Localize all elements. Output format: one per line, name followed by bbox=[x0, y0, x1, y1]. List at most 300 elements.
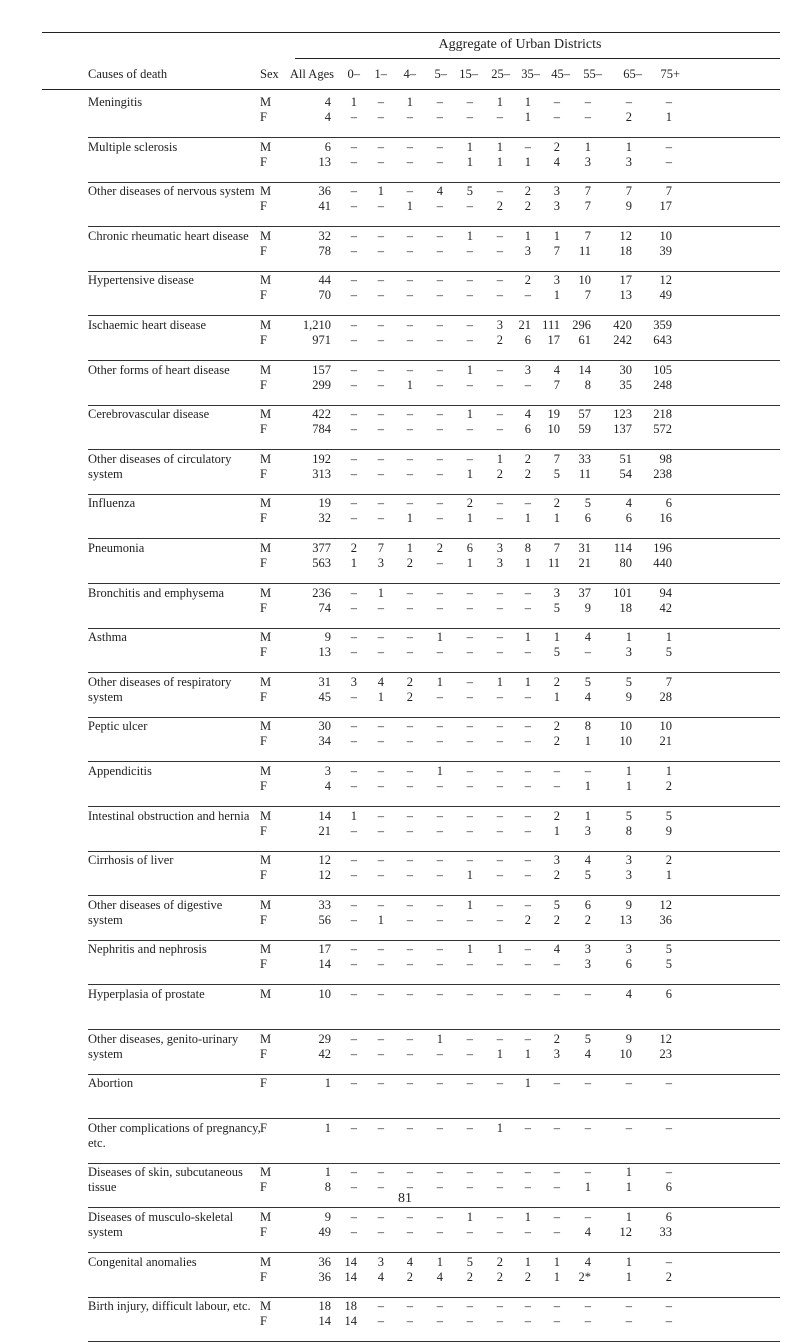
row-separator bbox=[88, 538, 780, 539]
table-cell: – bbox=[377, 377, 384, 392]
table-row bbox=[0, 764, 800, 808]
sex-female-label: F bbox=[260, 1314, 267, 1329]
table-cell: 17 bbox=[619, 273, 632, 288]
table-cell: – bbox=[406, 139, 413, 154]
sex-female-label: F bbox=[260, 823, 267, 838]
table-cell: – bbox=[377, 139, 384, 154]
table-cell: – bbox=[350, 422, 357, 437]
cause-of-death-label bbox=[88, 363, 230, 378]
table-cell: – bbox=[466, 734, 473, 749]
sex-female-label: F bbox=[260, 957, 267, 972]
table-cell: – bbox=[496, 868, 503, 883]
table-row bbox=[0, 318, 800, 362]
table-cell: 2 bbox=[553, 734, 560, 749]
table-cell: – bbox=[436, 1299, 443, 1314]
table-cell: 6 bbox=[665, 987, 672, 1001]
cause-label-line: Other diseases of circulatory bbox=[88, 451, 232, 466]
table-cell: 784 bbox=[312, 422, 331, 437]
table-cell: 10 bbox=[619, 1046, 632, 1061]
table-cell: – bbox=[406, 630, 413, 645]
table-cell: 238 bbox=[653, 466, 672, 481]
table-cell: – bbox=[466, 451, 473, 466]
table-row bbox=[0, 675, 800, 719]
cause-of-death-label bbox=[88, 719, 147, 734]
cause-label-line: system bbox=[88, 912, 123, 927]
table-cell: – bbox=[553, 1210, 560, 1224]
table-cell: – bbox=[466, 1031, 473, 1046]
table-cell: 1 bbox=[466, 154, 473, 169]
table-cell: 4 bbox=[584, 1046, 591, 1061]
table-cell: 1 bbox=[553, 823, 560, 838]
table-cell: – bbox=[377, 496, 384, 511]
table-cell: – bbox=[496, 897, 503, 912]
table-cell: 3 bbox=[496, 556, 503, 570]
table-cell: – bbox=[406, 243, 413, 258]
table-cell: 1 bbox=[377, 585, 384, 600]
table-cell: – bbox=[584, 110, 591, 124]
table-cell: 105 bbox=[653, 362, 672, 377]
table-cell: – bbox=[524, 823, 531, 838]
row-separator bbox=[88, 315, 780, 316]
cause-of-death-label bbox=[88, 1165, 243, 1195]
table-cell: – bbox=[466, 912, 473, 927]
table-cell: 1 bbox=[584, 808, 591, 823]
table-cell: 1 bbox=[524, 511, 531, 526]
table-cell: 4 bbox=[625, 987, 632, 1001]
table-cell: – bbox=[377, 1210, 384, 1224]
table-cell: 14 bbox=[344, 1254, 357, 1269]
table-cell: – bbox=[584, 95, 591, 109]
table-cell: – bbox=[350, 243, 357, 258]
cause-column-header: Causes of death bbox=[88, 67, 168, 81]
table-cell: 13 bbox=[619, 912, 632, 927]
table-cell: 3 bbox=[625, 645, 632, 660]
table-cell: 11 bbox=[578, 243, 591, 258]
table-cell: 1 bbox=[625, 779, 632, 793]
sex-male-label: M bbox=[260, 184, 272, 199]
table-cell: – bbox=[553, 1165, 560, 1180]
table-cell: – bbox=[524, 868, 531, 883]
table-cell: 14 bbox=[344, 1314, 357, 1329]
table-cell: 6 bbox=[524, 333, 531, 347]
table-cell: – bbox=[377, 1165, 384, 1180]
table-cell: – bbox=[496, 110, 503, 124]
table-cell: – bbox=[553, 1299, 560, 1314]
table-cell: – bbox=[377, 868, 384, 883]
table-cell: 1 bbox=[377, 912, 384, 927]
table-cell: 9 bbox=[625, 1031, 632, 1046]
table-cell: 3 bbox=[553, 184, 560, 199]
table-cell: – bbox=[436, 779, 443, 793]
table-cell: 2 bbox=[524, 466, 531, 481]
table-cell: – bbox=[436, 823, 443, 838]
table-cell: – bbox=[350, 853, 357, 868]
table-cell: 5 bbox=[665, 645, 672, 660]
cause-of-death-label bbox=[88, 764, 152, 779]
table-cell: 420 bbox=[613, 318, 632, 332]
table-cell: 2 bbox=[553, 1031, 560, 1046]
table-cell: 192 bbox=[312, 451, 331, 466]
cause-label-line: Cirrhosis of liver bbox=[88, 853, 174, 868]
table-cell: 1 bbox=[665, 630, 672, 645]
table-cell: – bbox=[584, 1299, 591, 1314]
table-cell: 6 bbox=[665, 496, 672, 511]
table-cell: 9 bbox=[324, 630, 331, 645]
table-cell: 7 bbox=[625, 184, 632, 199]
table-cell: – bbox=[496, 243, 503, 258]
table-cell: – bbox=[496, 228, 503, 243]
table-cell: – bbox=[496, 912, 503, 927]
table-cell: 7 bbox=[665, 184, 672, 199]
row-separator bbox=[88, 717, 780, 718]
row-separator bbox=[88, 494, 780, 495]
table-cell: 19 bbox=[547, 407, 560, 422]
age-column-header: 35– bbox=[521, 67, 540, 81]
table-cell: – bbox=[377, 719, 384, 734]
table-cell: 1 bbox=[496, 451, 503, 466]
cause-label-line: Intestinal obstruction and hernia bbox=[88, 808, 250, 823]
table-cell: 5 bbox=[625, 808, 632, 823]
table-cell: 2 bbox=[524, 451, 531, 466]
table-cell: 1,210 bbox=[302, 318, 331, 332]
table-cell: – bbox=[406, 779, 413, 793]
table-cell: – bbox=[406, 1225, 413, 1239]
table-cell: 1 bbox=[406, 511, 413, 526]
table-cell: 563 bbox=[312, 556, 331, 570]
table-cell: – bbox=[406, 868, 413, 883]
table-cell: – bbox=[466, 719, 473, 734]
table-cell: – bbox=[496, 689, 503, 704]
table-cell: 2 bbox=[466, 1269, 473, 1284]
table-cell: – bbox=[436, 556, 443, 570]
row-separator bbox=[88, 851, 780, 852]
table-row bbox=[0, 719, 800, 763]
table-cell: – bbox=[377, 1225, 384, 1239]
table-cell: – bbox=[496, 853, 503, 868]
sex-female-label: F bbox=[260, 199, 267, 214]
table-cell: 1 bbox=[466, 511, 473, 526]
table-cell: – bbox=[350, 184, 357, 199]
sex-female-label: F bbox=[260, 154, 267, 169]
table-cell: 2 bbox=[524, 273, 531, 288]
sex-female-label: F bbox=[260, 734, 267, 749]
table-cell: – bbox=[466, 1314, 473, 1329]
table-cell: 21 bbox=[659, 734, 672, 749]
table-cell: – bbox=[350, 1031, 357, 1046]
row-separator bbox=[88, 984, 780, 985]
table-cell: – bbox=[553, 110, 560, 124]
table-cell: – bbox=[436, 407, 443, 422]
cause-label-line: Meningitis bbox=[88, 95, 143, 109]
cause-of-death-label bbox=[88, 229, 249, 244]
table-cell: – bbox=[496, 288, 503, 303]
table-cell: 3 bbox=[553, 853, 560, 868]
table-cell: – bbox=[350, 779, 357, 793]
table-cell: 123 bbox=[613, 407, 632, 422]
table-row bbox=[0, 184, 800, 228]
sex-female-label: F bbox=[260, 645, 267, 660]
table-cell: – bbox=[553, 987, 560, 1001]
cause-of-death-label bbox=[88, 1032, 238, 1062]
table-cell: 6 bbox=[584, 511, 591, 526]
sex-male-label: M bbox=[260, 1165, 272, 1180]
table-cell: – bbox=[406, 1180, 413, 1195]
table-cell: 1 bbox=[524, 556, 531, 570]
table-cell: 34 bbox=[318, 734, 331, 749]
table-cell: 1 bbox=[466, 139, 473, 154]
table-cell: – bbox=[436, 243, 443, 258]
table-cell: – bbox=[524, 1299, 531, 1314]
table-cell: 10 bbox=[619, 719, 632, 734]
table-cell: – bbox=[436, 110, 443, 124]
table-cell: – bbox=[377, 942, 384, 957]
table-cell: 1 bbox=[584, 734, 591, 749]
row-separator bbox=[88, 1341, 780, 1342]
table-cell: 37 bbox=[578, 585, 591, 600]
sex-male-label: M bbox=[260, 273, 272, 288]
table-cell: 41 bbox=[318, 199, 331, 214]
table-cell: 1 bbox=[553, 1254, 560, 1269]
table-cell: 5 bbox=[553, 600, 560, 615]
cause-label-line: system bbox=[88, 689, 123, 704]
table-cell: 10 bbox=[578, 273, 591, 288]
table-cell: – bbox=[350, 139, 357, 154]
table-cell: – bbox=[406, 110, 413, 124]
table-cell: – bbox=[350, 645, 357, 660]
table-row bbox=[0, 363, 800, 407]
table-cell: – bbox=[496, 184, 503, 199]
table-cell: 10 bbox=[659, 719, 672, 734]
table-cell: 1 bbox=[466, 466, 473, 481]
table-cell: 296 bbox=[572, 318, 591, 332]
table-cell: 29 bbox=[318, 1031, 331, 1046]
table-cell: – bbox=[524, 719, 531, 734]
table-cell: – bbox=[406, 719, 413, 734]
cause-of-death-label bbox=[88, 273, 194, 288]
table-cell: 1 bbox=[625, 630, 632, 645]
table-cell: – bbox=[524, 1165, 531, 1180]
table-row bbox=[0, 987, 800, 1031]
table-cell: – bbox=[377, 243, 384, 258]
table-cell: 3 bbox=[496, 318, 503, 332]
table-cell: 248 bbox=[653, 377, 672, 392]
table-cell: 4 bbox=[377, 1269, 384, 1284]
table-cell: 12 bbox=[619, 228, 632, 243]
table-cell: – bbox=[436, 868, 443, 883]
table-cell: – bbox=[436, 422, 443, 437]
table-row bbox=[0, 630, 800, 674]
table-cell: 78 bbox=[318, 243, 331, 258]
cause-label-line: Other complications of pregnancy, bbox=[88, 1120, 261, 1135]
table-cell: – bbox=[584, 645, 591, 660]
table-cell: 196 bbox=[653, 541, 672, 555]
table-cell: – bbox=[406, 451, 413, 466]
table-cell: – bbox=[436, 1314, 443, 1329]
table-cell: 4 bbox=[406, 1254, 413, 1269]
table-cell: 2 bbox=[406, 674, 413, 689]
table-cell: 49 bbox=[318, 1225, 331, 1239]
row-separator bbox=[88, 182, 780, 183]
table-cell: 1 bbox=[496, 139, 503, 154]
table-cell: 5 bbox=[665, 808, 672, 823]
header-bottom-rule bbox=[42, 89, 780, 90]
table-cell: – bbox=[406, 734, 413, 749]
table-cell: – bbox=[406, 362, 413, 377]
table-cell: – bbox=[665, 139, 672, 154]
table-cell: – bbox=[524, 853, 531, 868]
table-cell: – bbox=[406, 496, 413, 511]
sex-female-label: F bbox=[260, 243, 267, 258]
table-cell: 3 bbox=[625, 853, 632, 868]
cause-of-death-label bbox=[88, 675, 231, 705]
table-cell: – bbox=[496, 645, 503, 660]
table-cell: – bbox=[553, 95, 560, 109]
table-cell: 2 bbox=[350, 541, 357, 555]
row-separator bbox=[88, 1163, 780, 1164]
table-cell: 1 bbox=[466, 228, 473, 243]
table-cell: 32 bbox=[318, 511, 331, 526]
table-cell: 31 bbox=[578, 541, 591, 555]
table-cell: 359 bbox=[653, 318, 672, 332]
table-cell: – bbox=[436, 1076, 443, 1091]
table-cell: 4 bbox=[324, 95, 331, 109]
sex-male-label: M bbox=[260, 1254, 272, 1269]
table-cell: – bbox=[466, 600, 473, 615]
table-cell: – bbox=[406, 1046, 413, 1061]
table-cell: 1 bbox=[406, 95, 413, 109]
table-cell: 1 bbox=[466, 407, 473, 422]
table-cell: – bbox=[350, 333, 357, 347]
table-cell: – bbox=[524, 377, 531, 392]
sex-female-label: F bbox=[260, 377, 267, 392]
table-cell: – bbox=[436, 288, 443, 303]
cause-label-line: Peptic ulcer bbox=[88, 719, 148, 734]
table-cell: – bbox=[350, 1210, 357, 1224]
table-cell: – bbox=[406, 1165, 413, 1180]
table-cell: – bbox=[406, 912, 413, 927]
table-cell: – bbox=[406, 466, 413, 481]
table-cell: 14 bbox=[318, 957, 331, 972]
table-cell: – bbox=[496, 987, 503, 1001]
table-cell: – bbox=[377, 734, 384, 749]
table-cell: – bbox=[406, 1031, 413, 1046]
table-cell: – bbox=[377, 362, 384, 377]
table-row bbox=[0, 809, 800, 853]
table-cell: 5 bbox=[665, 957, 672, 972]
table-cell: 18 bbox=[318, 1299, 331, 1314]
table-cell: 2* bbox=[578, 1269, 591, 1284]
sex-male-label: M bbox=[260, 451, 272, 466]
table-cell: – bbox=[436, 987, 443, 1001]
cause-of-death-label bbox=[88, 452, 231, 482]
cause-label-line: Multiple sclerosis bbox=[88, 139, 178, 154]
table-cell: 5 bbox=[584, 1031, 591, 1046]
table-cell: 4 bbox=[584, 853, 591, 868]
table-cell: – bbox=[466, 273, 473, 288]
cause-label-line: Chronic rheumatic heart disease bbox=[88, 228, 249, 243]
table-cell: – bbox=[350, 823, 357, 838]
table-cell: 6 bbox=[665, 1210, 672, 1224]
table-cell: 5 bbox=[665, 942, 672, 957]
group-title-rule bbox=[295, 58, 780, 59]
table-cell: – bbox=[466, 288, 473, 303]
table-cell: 2 bbox=[553, 808, 560, 823]
table-cell: 3 bbox=[377, 556, 384, 570]
table-cell: – bbox=[436, 1210, 443, 1224]
table-cell: – bbox=[377, 422, 384, 437]
sex-male-label: M bbox=[260, 897, 272, 912]
table-cell: 42 bbox=[659, 600, 672, 615]
cause-label-line: Cerebrovascular disease bbox=[88, 407, 210, 422]
age-column-header: 4– bbox=[403, 67, 416, 81]
table-cell: – bbox=[406, 764, 413, 778]
table-cell: – bbox=[436, 377, 443, 392]
table-cell: – bbox=[524, 496, 531, 511]
table-cell: – bbox=[377, 199, 384, 214]
table-cell: 137 bbox=[613, 422, 632, 437]
table-cell: 3 bbox=[625, 154, 632, 169]
table-cell: 3 bbox=[553, 199, 560, 214]
table-cell: 3 bbox=[350, 674, 357, 689]
cause-label-line: Nephritis and nephrosis bbox=[88, 942, 207, 957]
cause-label-line: system bbox=[88, 1046, 123, 1061]
table-cell: – bbox=[625, 95, 632, 109]
table-cell: 1 bbox=[524, 1210, 531, 1224]
table-cell: – bbox=[377, 511, 384, 526]
table-cell: – bbox=[466, 1180, 473, 1195]
cause-of-death-label bbox=[88, 318, 206, 333]
table-cell: 2 bbox=[496, 1254, 503, 1269]
sex-female-label: F bbox=[260, 912, 267, 927]
table-cell: – bbox=[496, 764, 503, 778]
row-separator bbox=[88, 137, 780, 138]
table-cell: 10 bbox=[619, 734, 632, 749]
sex-male-label: M bbox=[260, 1210, 272, 1224]
row-separator bbox=[88, 1074, 780, 1075]
table-cell: 101 bbox=[613, 585, 632, 600]
sex-female-label: F bbox=[260, 779, 267, 793]
table-cell: – bbox=[665, 1120, 672, 1135]
table-cell: – bbox=[436, 1180, 443, 1195]
table-cell: – bbox=[625, 1299, 632, 1314]
row-separator bbox=[88, 449, 780, 450]
table-row bbox=[0, 942, 800, 986]
table-cell: – bbox=[496, 719, 503, 734]
table-cell: 377 bbox=[312, 541, 331, 555]
table-cell: 1 bbox=[625, 764, 632, 778]
table-cell: 57 bbox=[578, 407, 591, 422]
table-cell: – bbox=[553, 764, 560, 778]
table-cell: 1 bbox=[524, 110, 531, 124]
table-cell: 1 bbox=[466, 1210, 473, 1224]
table-cell: – bbox=[553, 779, 560, 793]
cause-of-death-label bbox=[88, 586, 224, 601]
table-cell: – bbox=[406, 645, 413, 660]
sex-male-label: M bbox=[260, 853, 272, 868]
table-cell: – bbox=[377, 407, 384, 422]
table-cell: 13 bbox=[619, 288, 632, 303]
table-cell: – bbox=[377, 1046, 384, 1061]
row-separator bbox=[88, 226, 780, 227]
table-cell: 94 bbox=[659, 585, 672, 600]
table-cell: – bbox=[377, 808, 384, 823]
cause-label-line: Diseases of musculo-skeletal bbox=[88, 1210, 234, 1224]
table-cell: 8 bbox=[625, 823, 632, 838]
table-cell: 4 bbox=[553, 942, 560, 957]
sex-male-label: M bbox=[260, 95, 272, 109]
table-cell: – bbox=[377, 154, 384, 169]
cause-of-death-label bbox=[88, 496, 135, 511]
